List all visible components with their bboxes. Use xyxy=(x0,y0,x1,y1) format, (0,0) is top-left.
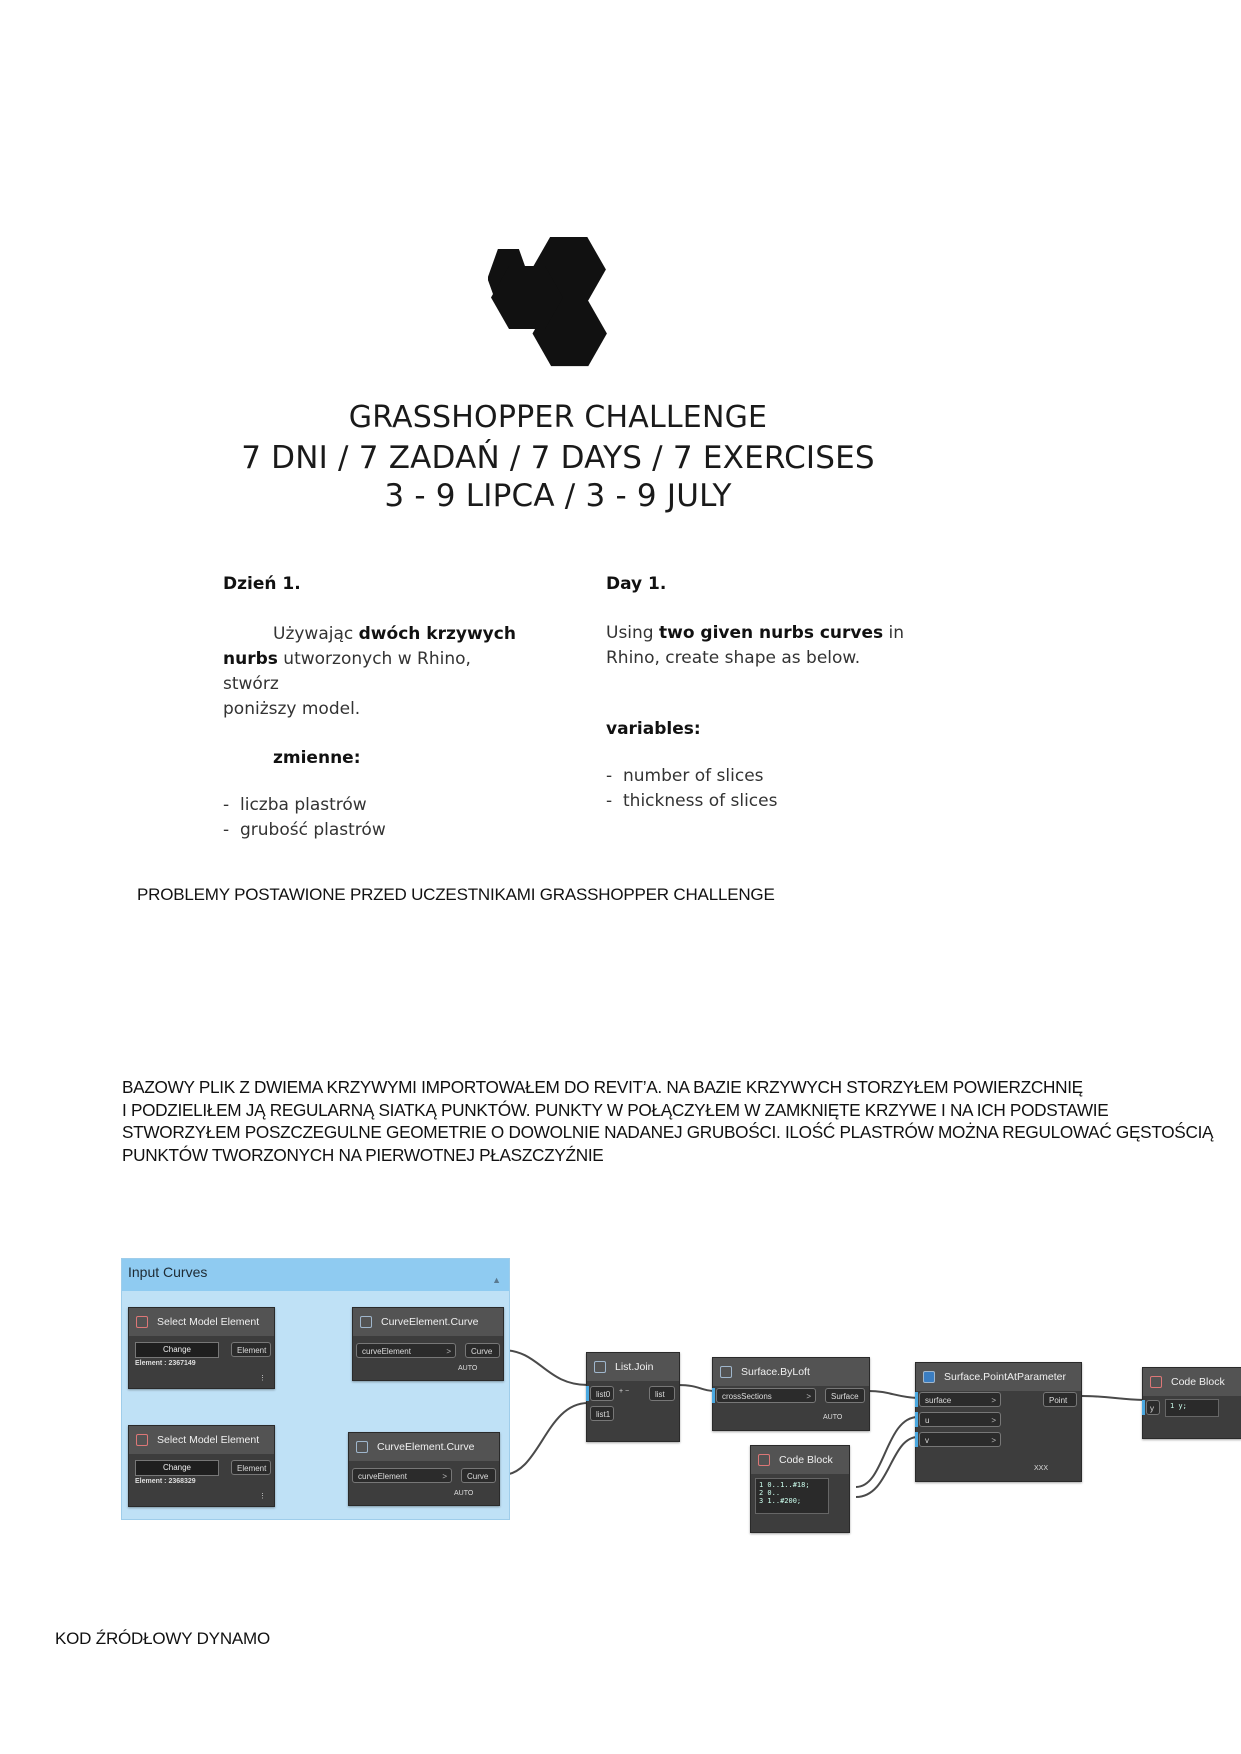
input-port[interactable]: y xyxy=(1146,1400,1160,1415)
input-port[interactable]: crossSections > xyxy=(716,1388,816,1403)
port-highlight xyxy=(915,1412,918,1427)
polish-vars-label: zmienne: xyxy=(273,748,361,768)
input-port[interactable]: list0 xyxy=(590,1386,614,1401)
surface-icon xyxy=(720,1366,732,1378)
title-line-1: GRASSHOPPER CHALLENGE xyxy=(348,400,768,435)
node-menu-icon[interactable]: ⋮ xyxy=(259,1375,266,1382)
node-title xyxy=(129,1426,274,1454)
input-port-label: v xyxy=(925,1436,929,1445)
code-icon xyxy=(1150,1376,1162,1388)
node-title xyxy=(916,1363,1081,1391)
polish-intro-bold2: nurbs xyxy=(223,649,278,669)
wire-listjoin-loft xyxy=(678,1385,716,1391)
node-title xyxy=(353,1308,503,1336)
node-menu-icon[interactable]: ⋮ xyxy=(259,1493,266,1500)
lacing-badge: AUTO xyxy=(823,1414,843,1421)
node-title xyxy=(713,1358,869,1386)
polish-intro-post1: utworzonych w Rhino, stwórz xyxy=(223,649,471,694)
english-day-heading: Day 1. xyxy=(606,574,667,594)
change-button[interactable]: Change xyxy=(135,1460,219,1476)
dynamo-graph xyxy=(0,1255,1241,1545)
select-model-element-node[interactable] xyxy=(128,1425,275,1507)
element-id: Element : 2367149 xyxy=(135,1360,196,1367)
description-line: BAZOWY PLIK Z DWIEMA KRZYWYMI IMPORTOWAŁEM DO REVIT’A. NA BAZIE KRZYWYCH STORZYŁEM POWIERZCHNIĘ xyxy=(122,1077,1083,1097)
change-button[interactable]: Change xyxy=(135,1342,219,1358)
input-port-label: surface xyxy=(925,1396,952,1405)
output-port[interactable]: list xyxy=(649,1386,675,1401)
curve-element-curve-node[interactable] xyxy=(348,1432,500,1506)
wire-loft-pap xyxy=(868,1391,918,1398)
input-port[interactable]: curveElement > xyxy=(352,1468,452,1483)
select-model-element-node[interactable] xyxy=(128,1307,275,1389)
description-line: PUNKTÓW TWORZONYCH NA PIERWOTNEJ PŁASZCZYŹNIE xyxy=(122,1144,604,1165)
english-intro-pre: Using xyxy=(606,623,659,643)
input-port[interactable]: v > xyxy=(919,1432,1001,1447)
input-port[interactable]: curveElement > xyxy=(356,1343,456,1358)
add-port-icon[interactable]: + − xyxy=(619,1388,630,1395)
list-icon xyxy=(594,1361,606,1373)
polish-intro-line3: poniższy model. xyxy=(223,699,361,719)
node-title-text: Select Model Element xyxy=(157,1316,260,1328)
output-port[interactable]: Point xyxy=(1043,1392,1077,1407)
output-port[interactable]: Element xyxy=(231,1460,271,1475)
list-join-node[interactable] xyxy=(586,1352,680,1442)
surface-byloft-node[interactable] xyxy=(712,1357,870,1431)
lacing-badge: AUTO xyxy=(458,1365,478,1372)
input-port[interactable]: surface > xyxy=(919,1392,1001,1407)
code-editor[interactable] xyxy=(755,1478,829,1514)
code-block-node[interactable] xyxy=(1142,1367,1241,1439)
english-intro-bold: two given nurbs curves xyxy=(659,623,884,643)
polish-intro-pre: Używając xyxy=(273,624,359,644)
code-line: 1 y; xyxy=(1170,1402,1187,1410)
wire-curve1-listjoin xyxy=(502,1350,588,1385)
wire-pap-code2 xyxy=(1082,1396,1146,1400)
footer-caption: KOD ŹRÓDŁOWY DYNAMO xyxy=(55,1629,271,1648)
node-title xyxy=(751,1446,849,1474)
node-title xyxy=(587,1353,679,1381)
port-highlight xyxy=(1142,1400,1145,1415)
curve-icon xyxy=(356,1441,368,1453)
code-line: 3 1..#200; xyxy=(759,1497,802,1505)
title-line-3: 3 - 9 LIPCA / 3 - 9 JULY xyxy=(384,478,732,514)
curve-element-curve-node[interactable] xyxy=(352,1307,504,1381)
description-line: STWORZYŁEM POSZCZEGULNE GEOMETRIE O DOWOLNIE NADANEJ GRUBOŚCI. ILOŚĆ PLASTRÓW MOŻNA REGULOWAĆ GĘSTOŚCIĄ xyxy=(122,1122,1214,1142)
surface-icon xyxy=(923,1371,935,1383)
input-port-label: curveElement xyxy=(362,1347,411,1356)
polish-intro-line2 xyxy=(223,647,523,697)
port-highlight xyxy=(712,1388,715,1403)
problems-caption: PROBLEMY POSTAWIONE PRZED UCZESTNIKAMI GRASSHOPPER CHALLENGE xyxy=(137,885,775,904)
select-icon xyxy=(136,1434,148,1446)
polish-var-item: - grubość plastrów xyxy=(223,818,523,843)
code-icon xyxy=(758,1454,770,1466)
input-port-label: u xyxy=(925,1416,930,1425)
output-port[interactable]: Surface xyxy=(825,1388,865,1403)
english-intro-line2: Rhino, create shape as below. xyxy=(606,648,861,668)
curve-icon xyxy=(360,1316,372,1328)
lacing-badge: AUTO xyxy=(454,1490,474,1497)
node-title xyxy=(1143,1368,1241,1396)
node-title-text: List.Join xyxy=(615,1361,654,1373)
description-line: I PODZIELIŁEM JĄ REGULARNĄ SIATKĄ PUNKTÓW. PUNKTY W POŁĄCZYŁEM W ZAMKNIĘTE KRZYWE I NA ICH PODSTAWIE xyxy=(122,1099,1109,1120)
output-port[interactable]: Curve xyxy=(465,1343,500,1358)
polish-column xyxy=(223,572,523,843)
input-port[interactable]: list1 xyxy=(590,1406,614,1421)
node-title-text: CurveElement.Curve xyxy=(377,1441,475,1453)
hexagon-logo-icon xyxy=(488,230,628,370)
node-title-text: CurveElement.Curve xyxy=(381,1316,479,1328)
polish-var-item: - liczba plastrów xyxy=(223,793,523,818)
select-icon xyxy=(136,1316,148,1328)
collapse-chevron-icon[interactable]: ▲ xyxy=(492,1275,501,1285)
node-title-text: Code Block xyxy=(1171,1376,1225,1388)
group-title: Input Curves xyxy=(122,1259,509,1291)
english-var-item: - thickness of slices xyxy=(606,789,906,814)
english-intro-line1 xyxy=(606,621,906,646)
output-port[interactable]: Element xyxy=(231,1342,271,1357)
code-editor[interactable] xyxy=(1165,1399,1219,1417)
node-title-text: Code Block xyxy=(779,1454,833,1466)
title-line-2: 7 DNI / 7 ZADAŃ / 7 DAYS / 7 EXERCISES xyxy=(241,440,875,476)
node-title-text: Surface.PointAtParameter xyxy=(944,1371,1066,1383)
polish-day-heading: Dzień 1. xyxy=(223,574,301,594)
code-block-node[interactable] xyxy=(750,1445,850,1533)
english-vars-label: variables: xyxy=(606,719,701,739)
english-intro-post1: in xyxy=(883,623,905,643)
polish-intro-line1 xyxy=(223,622,523,647)
polish-intro-bold1: dwóch krzywych xyxy=(358,624,516,644)
node-title xyxy=(129,1308,274,1336)
port-highlight xyxy=(915,1432,918,1447)
input-port[interactable]: u > xyxy=(919,1412,1001,1427)
node-title-text: Select Model Element xyxy=(157,1434,260,1446)
lacing-badge: XXX xyxy=(1034,1465,1049,1472)
code-line: 1 0..1..#18; xyxy=(759,1481,810,1489)
english-column xyxy=(606,572,906,814)
output-port[interactable]: Curve xyxy=(461,1468,496,1483)
wire-code-v xyxy=(856,1437,918,1497)
input-port-label: crossSections xyxy=(722,1392,772,1401)
surface-point-at-parameter-node[interactable] xyxy=(915,1362,1082,1482)
description-block xyxy=(122,1076,1222,1166)
node-title-text: Surface.ByLoft xyxy=(741,1366,810,1378)
element-id: Element : 2368329 xyxy=(135,1478,196,1485)
input-port-label: curveElement xyxy=(358,1472,407,1481)
code-line: 2 0.. xyxy=(759,1489,781,1497)
english-var-item: - number of slices xyxy=(606,764,906,789)
wire-curve2-listjoin xyxy=(502,1403,588,1475)
node-title xyxy=(349,1433,499,1461)
port-highlight xyxy=(915,1392,918,1407)
port-highlight xyxy=(586,1386,589,1401)
